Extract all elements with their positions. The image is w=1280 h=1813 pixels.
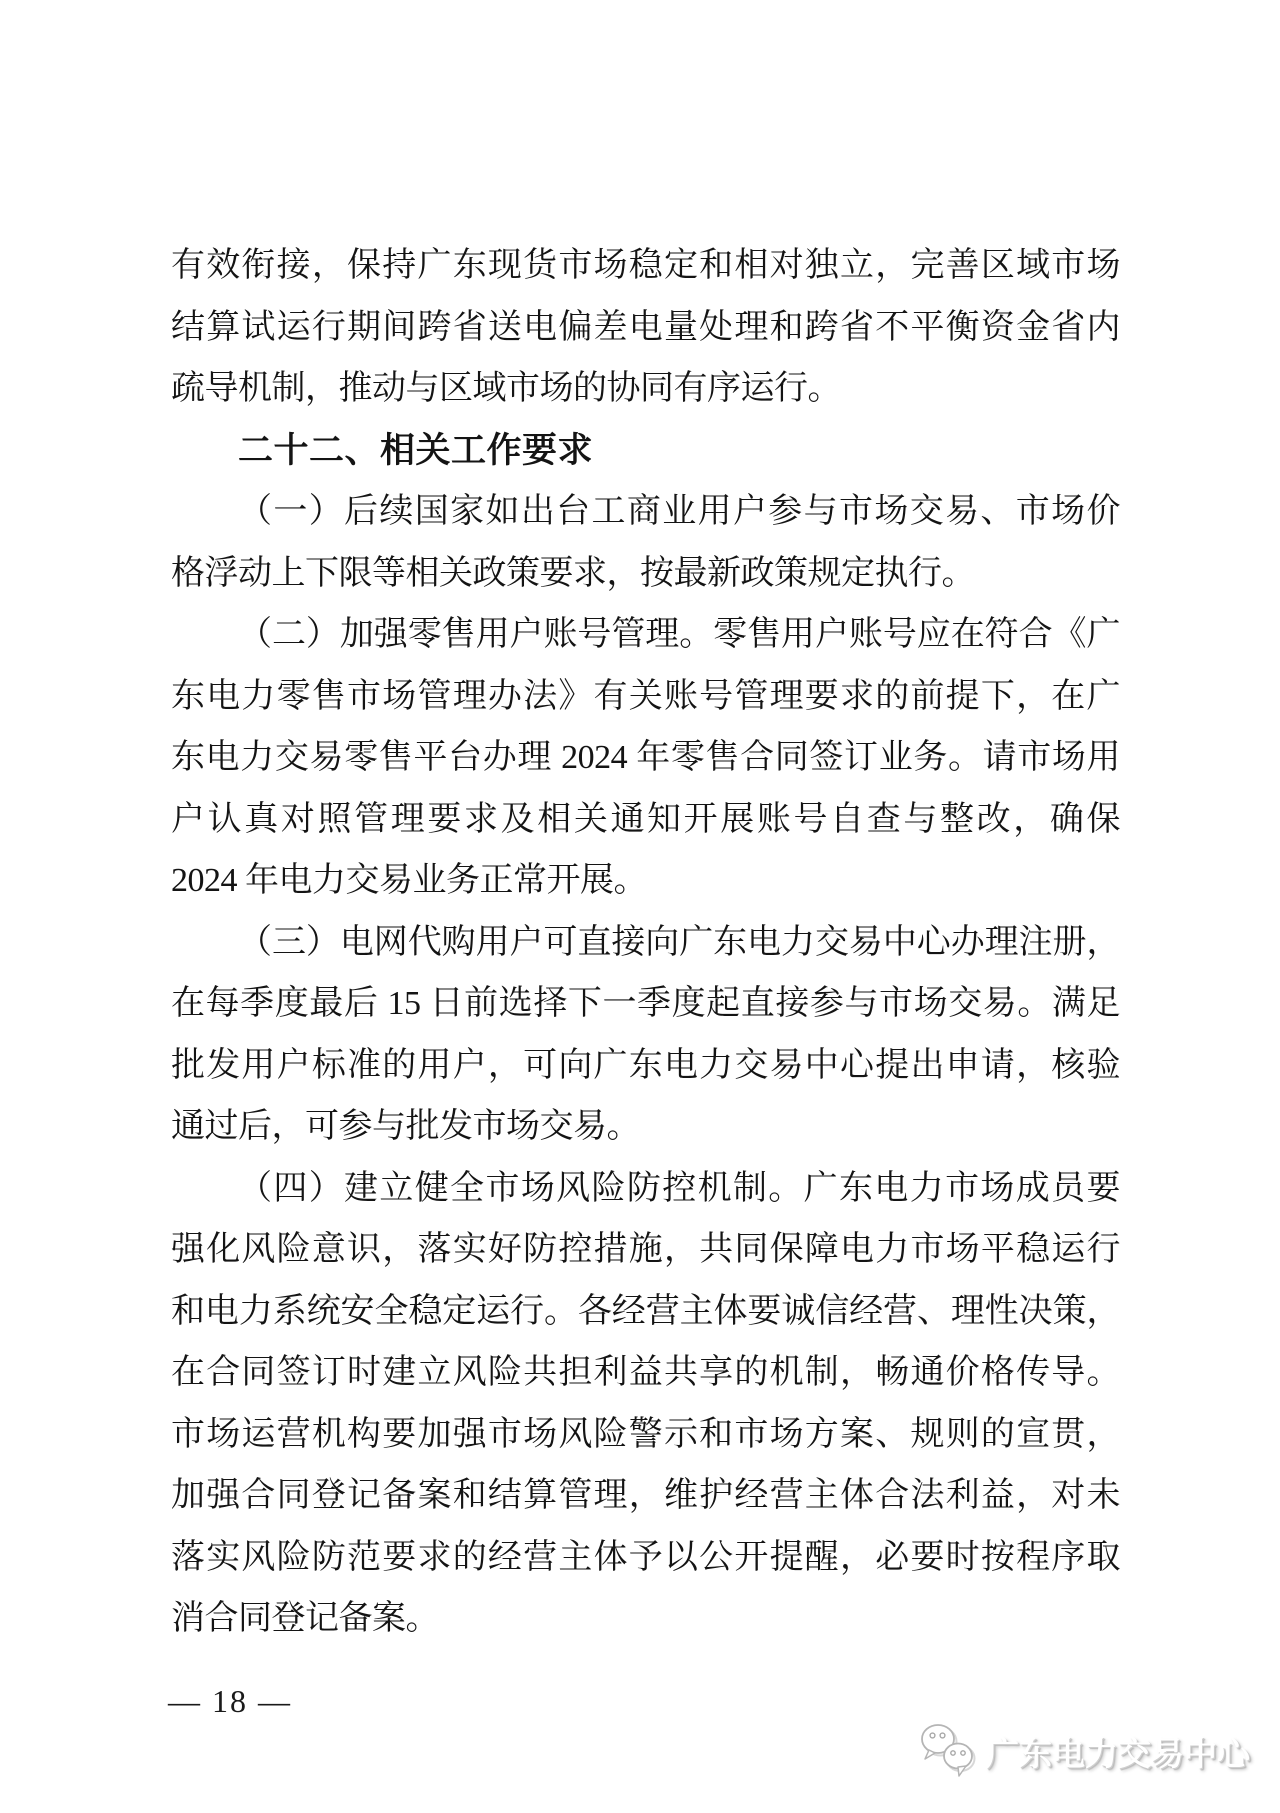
footer-logo [918,1722,1250,1782]
text-line: （一）后续国家如出台工商业用户参与市场交易、市场价 [238,493,1120,530]
text-line: 在每季度最后 15 日前选择下一季度起直接参与市场交易。满足 [171,985,1120,1022]
body-text [171,235,1120,1650]
text-line: 在合同签订时建立风险共担利益共享的机制，畅通价格传导。 [171,1354,1120,1391]
text-line: 东电力零售市场管理办法》有关账号管理要求的前提下，在广 [171,677,1120,715]
text-line: 和电力系统安全稳定运行。各经营主体要诚信经营、理性决策， [171,1292,1120,1330]
section-heading: 二十二、相关工作要求 [238,430,594,470]
text-line: （三）电网代购用户可直接向广东电力交易中心办理注册， [238,923,1120,961]
wechat-icon [918,1722,980,1780]
text-line: 格浮动上下限等相关政策要求，按最新政策规定执行。 [171,554,975,592]
text-line: （二）加强零售用户账号管理。零售用户账号应在符合《广 [238,616,1120,653]
text-line: 户认真对照管理要求及相关通知开展账号自查与整改，确保 [171,800,1120,838]
page-number: — 18 — [168,1683,292,1719]
text-line: 批发用户标准的用户，可向广东电力交易中心提出申请，核验 [171,1046,1120,1084]
text-line: 疏导机制，推动与区域市场的协同有序运行。 [171,370,841,407]
text-line: 东电力交易零售平台办理 2024 年零售合同签订业务。请市场用 [171,739,1120,776]
text-line: （四）建立健全市场风险防控机制。广东电力市场成员要 [238,1169,1120,1207]
footer-logo-text: 广东电力交易中心 [986,1735,1250,1772]
text-line: 落实风险防范要求的经营主体予以公开提醒，必要时按程序取 [171,1538,1120,1576]
text-line: 加强合同登记备案和结算管理，维护经营主体合法利益，对未 [171,1477,1120,1514]
text-line: 强化风险意识，落实好防控措施，共同保障电力市场平稳运行 [171,1231,1120,1268]
text-line: 通过后，可参与批发市场交易。 [171,1108,640,1145]
text-line: 消合同登记备案。 [171,1600,439,1637]
text-line: 2024 年电力交易业务正常开展。 [171,862,647,899]
text-line: 市场运营机构要加强市场风险警示和市场方案、规则的宣贯， [171,1415,1120,1453]
text-line: 有效衔接，保持广东现货市场稳定和相对独立，完善区域市场 [171,247,1120,284]
text-line: 结算试运行期间跨省送电偏差电量处理和跨省不平衡资金省内 [171,308,1120,346]
